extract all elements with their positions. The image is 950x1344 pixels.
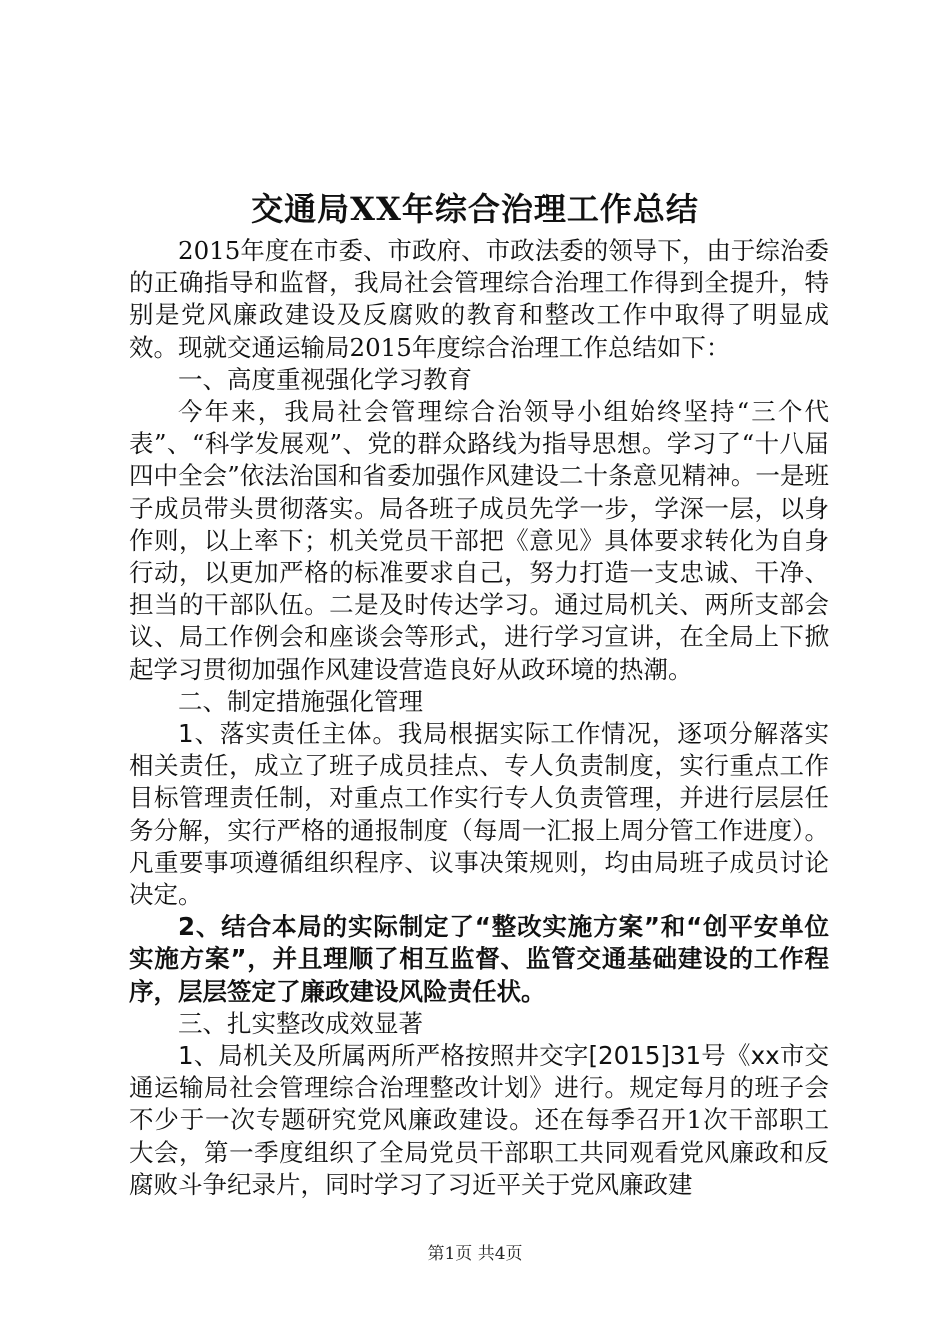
section-heading-2: 二、制定措施强化管理 xyxy=(178,686,423,716)
intro-paragraph: 2015年度在市委、市政府、市政法委的领导下，由于综治委的正确指导和监督，我局社会管理综合治理工作得到全提升，特别是党风廉政建设及反腐败的教育和整改工作中取得了明显成效。现就交通运输局2015年度综合治理工作总结如下： xyxy=(129,236,829,362)
section-1-paragraph: 今年来，我局社会管理综合治领导小组始终坚持“三个代表”、“科学发展观”、党的群众路线为指导思想。学习了“十八届四中全会”依法治国和省委加强作风建设二十条意见精神。一是班子成员带头贯彻落实。局各班子成员先学一步，学深一层，以身作则，以上率下；机关党员干部把《意见》具体要求转化为自身行动，以更加严格的标准要求自己，努力打造一支忠诚、干净、担当的干部队伍。二是及时传达学习。通过局机关、两所支部会议、局工作例会和座谈会等形式，进行学习宣讲，在全局上下掀起学习贯彻加强作风建设营造良好从政环境的热潮。 xyxy=(129,397,829,684)
section-3-item-1 xyxy=(129,1040,829,1201)
item-3-1-text: 规定每月的班子会不少于一次专题研究党风廉政建设。还在每季召开1次干部职工大会，第一季度组织了全局党员干部职工共同观看党风廉政和反腐败斗争纪录片，同时学习了习近平关于党风廉政建 xyxy=(129,1073,830,1199)
page-footer: 第1页 共4页 xyxy=(427,1244,523,1264)
item-1-text: 我局根据实际工作情况，逐项分解落实相关责任，成立了班子成员挂点、专人负责制度，实行重点工作目标管理责任制，对重点工作实行专人负责管理，并进行层层任务分解，实行严格的通报制度（每周一汇报上周分管工作进度）。凡重要事项遵循组织程序、议事决策规则，均由局班子成员讨论决定。 xyxy=(129,719,830,910)
document-title: 交通局XX年综合治理工作总结 xyxy=(251,190,699,228)
section-2-item-1 xyxy=(129,718,829,911)
item-1-lead: 1、落实责任主体。 xyxy=(178,719,398,749)
document-body xyxy=(129,235,829,1201)
item-3-1-lead: 1、局机关及所属两所严格按照井交字[2015]31号《xx市交通运输局社会管理综合治理整改计划》进行。 xyxy=(129,1041,829,1103)
section-heading-3: 三、扎实整改成效显著 xyxy=(178,1008,423,1038)
section-2-item-2: 2、结合本局的实际制定了“整改实施方案”和“创平安单位实施方案”，并且理顺了相互监督、监管交通基础建设的工作程序，层层签定了廉政建设风险责任状。 xyxy=(129,912,829,1006)
section-heading-1: 一、高度重视强化学习教育 xyxy=(178,364,472,394)
